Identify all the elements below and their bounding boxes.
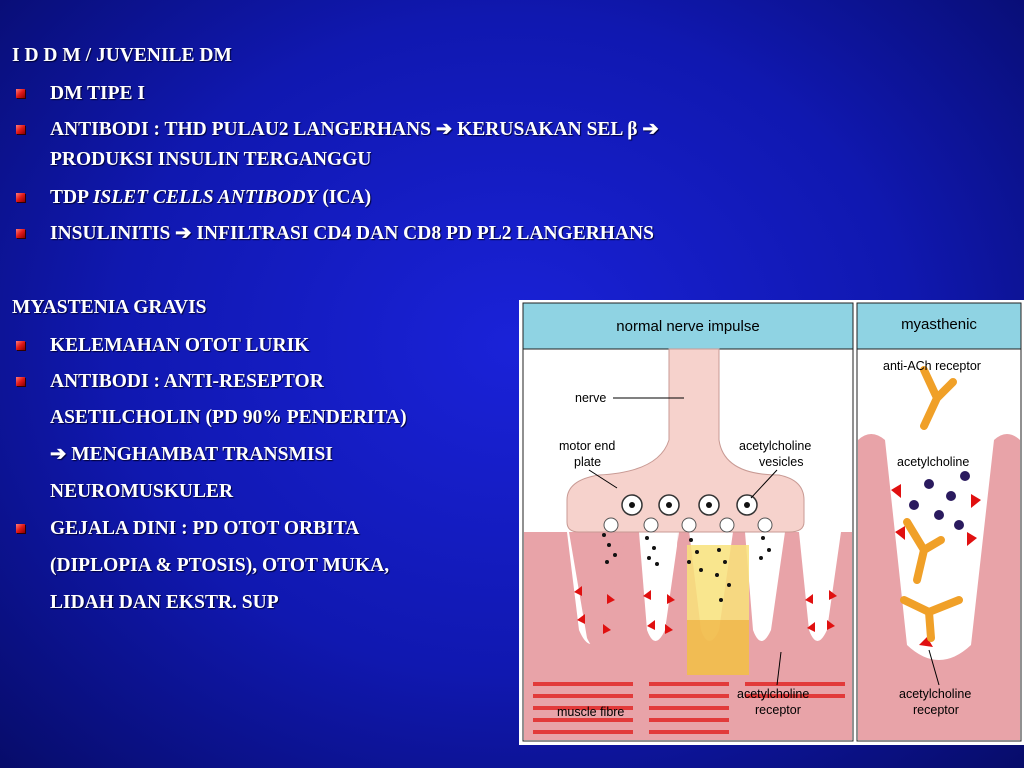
label-acetylcholine: acetylcholine	[897, 455, 970, 469]
bullet-item-dm-tipe: DM TIPE I	[50, 83, 145, 104]
bullet-item-gejala-line2: (DIPLOPIA & PTOSIS), OTOT MUKA,	[50, 555, 390, 576]
tdp-italic: ISLET CELLS ANTIBODY	[92, 187, 318, 208]
neuromuscular-junction-figure	[519, 300, 1024, 745]
label-vesicles-1: acetylcholine	[739, 439, 812, 453]
bullet-item-tdp	[50, 186, 371, 210]
label-nerve: nerve	[575, 391, 607, 405]
label-receptor-left-1: acetylcholine	[737, 687, 810, 701]
label-vesicles-2: vesicles	[759, 455, 804, 469]
bullet-item-kelemahan: KELEMAHAN OTOT LURIK	[50, 335, 310, 356]
bullet-item-antibodi-mg-line1: ANTIBODI : ANTI-RESEPTOR	[50, 371, 324, 392]
right-panel-title: myasthenic	[901, 316, 977, 333]
label-motor-end-1: motor end	[559, 439, 616, 453]
bullet-icon	[16, 377, 25, 386]
tdp-suffix: (ICA)	[317, 187, 372, 208]
bullet-item-antibodi-mg-line2: ASETILCHOLIN (PD 90% PENDERITA)	[50, 407, 407, 428]
label-receptor-left-2: receptor	[755, 703, 801, 717]
bullet-item-antibodi-line2: PRODUKSI INSULIN TERGANGGU	[50, 149, 372, 170]
section-heading-myastenia: MYASTENIA GRAVIS	[12, 297, 207, 318]
bullet-item-antibodi-mg-line3: ➔ MENGHAMBAT TRANSMISI	[50, 444, 333, 465]
label-receptor-right-2: receptor	[913, 703, 959, 717]
bullet-icon	[16, 89, 25, 98]
bullet-icon	[16, 341, 25, 350]
bullet-item-gejala-line3: LIDAH DAN EKSTR. SUP	[50, 592, 279, 613]
bullet-item-antibodi-line1: ANTIBODI : THD PULAU2 LANGERHANS ➔ KERUSAKAN SEL β ➔	[50, 119, 659, 140]
bullet-icon	[16, 229, 25, 238]
label-anti-ach-receptor: anti-ACh receptor	[883, 359, 981, 373]
bullet-icon	[16, 524, 25, 533]
bullet-item-antibodi-mg-line4: NEUROMUSKULER	[50, 481, 234, 502]
left-panel-title: normal nerve impulse	[616, 318, 760, 335]
label-receptor-right-1: acetylcholine	[899, 687, 972, 701]
bullet-icon	[16, 193, 25, 202]
bullet-icon	[16, 125, 25, 134]
section-heading-iddm: I D D M / JUVENILE DM	[12, 45, 232, 66]
release-highlight-lower	[687, 620, 749, 675]
myasthenic-panel	[857, 303, 1021, 741]
normal-impulse-panel	[523, 303, 853, 741]
bullet-item-insulinitis: INSULINITIS ➔ INFILTRASI CD4 DAN CD8 PD PL2 LANGERHANS	[50, 223, 654, 244]
label-motor-end-2: plate	[574, 455, 602, 469]
tdp-prefix: TDP	[50, 187, 93, 208]
label-muscle-fibre: muscle fibre	[557, 705, 625, 719]
bullet-item-gejala-line1: GEJALA DINI : PD OTOT ORBITA	[50, 518, 360, 539]
